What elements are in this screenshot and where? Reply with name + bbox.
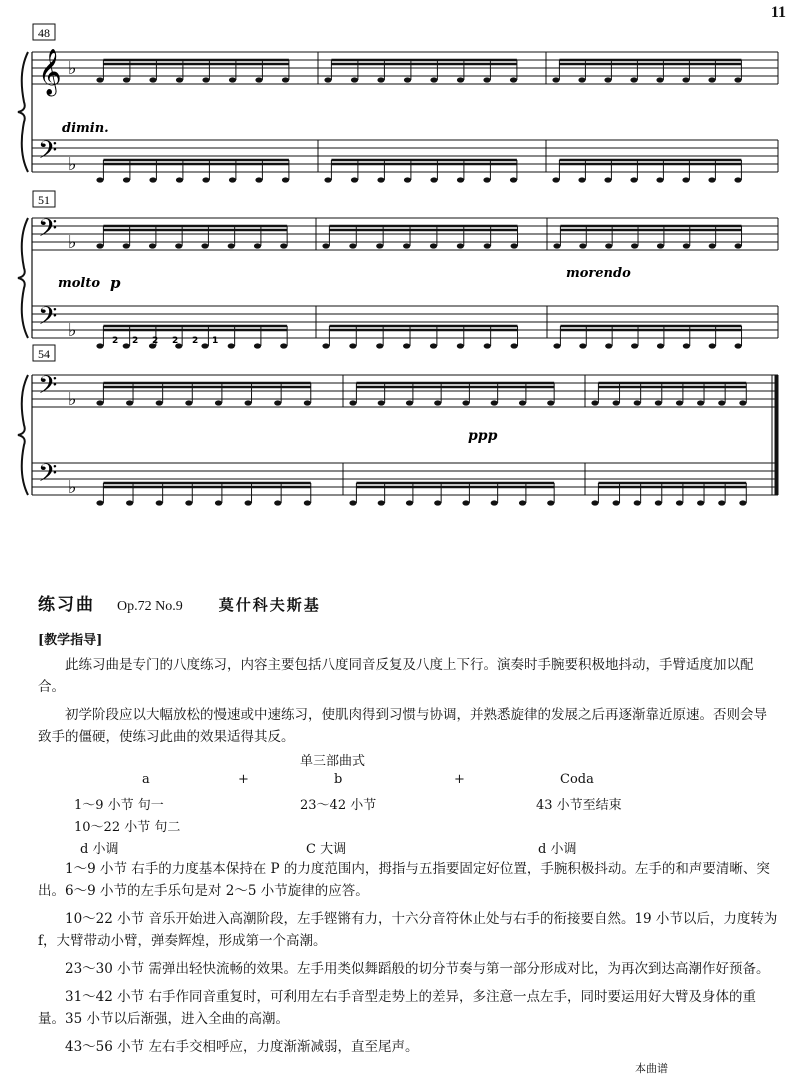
form-a-phrase-2: 10～22 小节 句二: [74, 820, 181, 835]
note-head: [457, 177, 464, 182]
key-signature-flat: ♭: [68, 389, 77, 410]
dynamic-dimin: dimin.: [62, 121, 109, 136]
form-plus: +: [454, 772, 465, 787]
note-head: [255, 177, 262, 182]
note-head: [126, 400, 133, 405]
note-head: [656, 177, 663, 182]
bass-clef: 𝄢: [38, 214, 58, 249]
note-head: [96, 77, 103, 82]
note-head: [734, 177, 741, 182]
svg-text:54: 54: [38, 347, 50, 361]
form-b-key: C 大调: [306, 842, 347, 857]
brace: [18, 52, 28, 172]
note-head: [491, 400, 498, 405]
brace: [18, 375, 28, 495]
note-head: [709, 243, 716, 248]
note-head: [510, 177, 517, 182]
form-a-key: d 小调: [80, 842, 119, 857]
note-head: [377, 77, 384, 82]
note-head: [430, 177, 437, 182]
note-head: [123, 177, 130, 182]
exercise-title: 练习曲: [38, 595, 95, 615]
note-head: [430, 243, 437, 248]
note-head: [697, 500, 704, 505]
form-coda-measures: 43 小节至结束: [536, 798, 622, 813]
note-head: [201, 243, 208, 248]
key-signature-flat: ♭: [68, 320, 77, 341]
fingering: 2: [132, 336, 139, 346]
note-head: [434, 400, 441, 405]
bass-clef: 𝄢: [38, 302, 58, 337]
note-head: [229, 77, 236, 82]
footer-note: 本曲谱: [635, 1062, 668, 1075]
note-head: [708, 77, 715, 82]
form-b-measures: 23～42 小节: [300, 798, 377, 813]
dynamic-morendo: morendo: [566, 266, 631, 281]
note-head: [457, 77, 464, 82]
note-head: [274, 500, 281, 505]
page-number: 11: [770, 4, 786, 21]
note-head: [149, 243, 156, 248]
teaching-guide: [38, 590, 778, 1058]
note-head: [176, 77, 183, 82]
note-head: [676, 500, 683, 505]
key-signature-flat: ♭: [68, 154, 77, 175]
note-head: [254, 243, 261, 248]
note-head: [634, 500, 641, 505]
note-head: [377, 177, 384, 182]
note-head: [126, 500, 133, 505]
note-head: [631, 343, 638, 348]
note-head: [156, 500, 163, 505]
note-head: [280, 343, 287, 348]
note-head: [376, 343, 383, 348]
note-head: [604, 77, 611, 82]
note-head: [553, 343, 560, 348]
note-head: [630, 177, 637, 182]
note-head: [553, 243, 560, 248]
note-head: [457, 243, 464, 248]
note-head: [304, 500, 311, 505]
note-head: [462, 400, 469, 405]
note-head: [202, 177, 209, 182]
note-head: [245, 400, 252, 405]
treble-clef: 𝄞: [38, 49, 62, 95]
fingering: 2: [172, 336, 179, 346]
form-coda-key: d 小调: [538, 842, 577, 857]
note-head: [605, 243, 612, 248]
note-head: [349, 400, 356, 405]
note-head: [457, 343, 464, 348]
note-head: [739, 400, 746, 405]
intro-paragraph: 此练习曲是专门的八度练习，内容主要包括八度同音反复及八度上下行。演奏时手腕要积极地抖动，手臂适度加以配合。: [38, 657, 754, 695]
key-signature-flat: ♭: [68, 232, 77, 253]
note-head: [406, 400, 413, 405]
note-head: [718, 400, 725, 405]
fingering: 2: [192, 336, 199, 346]
note-head: [484, 243, 491, 248]
measure-note: 10～22 小节 音乐开始进入高潮阶段，左手铿锵有力，十六分音符休止处与右手的衔接要自然。19 小节以后，力度转为 f，大臂带动小臂，弹奏辉煌，形成第一个高潮。: [38, 911, 778, 949]
note-head: [406, 500, 413, 505]
note-head: [202, 77, 209, 82]
brace: [18, 218, 28, 338]
note-head: [96, 400, 103, 405]
form-a-phrase-1: 1～9 小节 句一: [74, 798, 164, 813]
note-head: [484, 343, 491, 348]
form-section-b: b: [334, 772, 343, 787]
measure-note: 23～30 小节 需弹出轻快流畅的效果。左手用类似舞蹈般的切分节奏与第一部分形成对比，为再次到达高潮作好预备。: [65, 961, 770, 977]
note-head: [613, 400, 620, 405]
note-head: [254, 343, 261, 348]
note-head: [123, 343, 130, 348]
form-plus: +: [238, 772, 249, 787]
note-head: [510, 77, 517, 82]
note-head: [378, 400, 385, 405]
note-head: [349, 343, 356, 348]
note-head: [682, 77, 689, 82]
note-head: [245, 500, 252, 505]
note-head: [185, 500, 192, 505]
note-head: [96, 343, 103, 348]
note-head: [579, 343, 586, 348]
measure-note: 31～42 小节 右手作同音重复时，可利用左右手音型走势上的差异，多注意一点左手，同时要运用好大臂及身体的重量。35 小节以后渐强，进入全曲的高潮。: [38, 989, 756, 1027]
note-head: [96, 500, 103, 505]
note-head: [228, 243, 235, 248]
measure-note: 43～56 小节 左右手交相呼应，力度渐渐减弱，直至尾声。: [65, 1039, 419, 1055]
note-head: [634, 400, 641, 405]
note-head: [613, 500, 620, 505]
fingering: 2: [152, 336, 159, 346]
fingering: 2: [112, 336, 119, 346]
note-head: [462, 500, 469, 505]
note-head: [403, 343, 410, 348]
note-head: [255, 77, 262, 82]
note-head: [735, 343, 742, 348]
note-head: [734, 77, 741, 82]
note-head: [403, 243, 410, 248]
note-head: [201, 343, 208, 348]
svg-text:51: 51: [38, 193, 50, 207]
note-head: [96, 243, 103, 248]
note-head: [430, 343, 437, 348]
note-head: [324, 177, 331, 182]
note-head: [185, 400, 192, 405]
measure-note: 1～9 小节 右手的力度基本保持在 P 的力度范围内，拇指与五指要固定好位置，手腕积极抖动。左手的和声要清晰、突出。6～9 小节的左手乐句是对 2～5 小节旋律的应答。: [38, 861, 770, 899]
note-head: [605, 343, 612, 348]
note-head: [676, 400, 683, 405]
measure-number-48: [33, 24, 55, 40]
note-head: [215, 500, 222, 505]
key-signature-flat: ♭: [68, 477, 77, 498]
key-signature-flat: ♭: [68, 58, 77, 79]
exercise-title-row: [38, 590, 778, 615]
form-section-coda: Coda: [560, 772, 594, 787]
note-head: [324, 77, 331, 82]
note-head: [547, 400, 554, 405]
note-head: [519, 400, 526, 405]
note-head: [483, 177, 490, 182]
note-head: [430, 77, 437, 82]
note-head: [351, 177, 358, 182]
note-head: [322, 343, 329, 348]
note-head: [591, 400, 598, 405]
note-head: [739, 500, 746, 505]
dynamic-molto: molto: [58, 276, 101, 291]
note-head: [735, 243, 742, 248]
bass-clef: 𝄢: [38, 371, 58, 406]
note-head: [547, 500, 554, 505]
note-head: [351, 77, 358, 82]
note-head: [491, 500, 498, 505]
note-head: [578, 177, 585, 182]
note-head: [123, 77, 130, 82]
note-head: [708, 177, 715, 182]
bass-clef: 𝄢: [38, 136, 58, 171]
composer-name: 莫什科夫斯基: [218, 596, 321, 614]
note-head: [229, 177, 236, 182]
note-head: [511, 243, 518, 248]
note-head: [604, 177, 611, 182]
note-head: [483, 77, 490, 82]
note-head: [519, 500, 526, 505]
dynamic-ppp: ppp: [468, 428, 498, 444]
note-head: [655, 400, 662, 405]
section-label: [教学指导]: [38, 633, 103, 648]
note-head: [378, 500, 385, 505]
measure-number-51: [33, 191, 55, 207]
note-head: [434, 500, 441, 505]
form-section-a: a: [142, 772, 150, 787]
note-head: [657, 243, 664, 248]
note-head: [349, 500, 356, 505]
note-head: [683, 243, 690, 248]
note-head: [578, 77, 585, 82]
note-head: [280, 243, 287, 248]
note-head: [274, 400, 281, 405]
note-head: [709, 343, 716, 348]
opus-number: Op.72 No.9: [117, 599, 183, 614]
note-head: [579, 243, 586, 248]
note-head: [149, 77, 156, 82]
note-head: [215, 400, 222, 405]
note-head: [718, 500, 725, 505]
note-head: [552, 77, 559, 82]
note-head: [697, 400, 704, 405]
note-head: [175, 243, 182, 248]
form-structure: [38, 748, 778, 857]
svg-text:48: 48: [38, 26, 50, 40]
measure-number-54: [33, 345, 55, 361]
note-head: [96, 177, 103, 182]
note-head: [631, 243, 638, 248]
fingering: 1: [212, 336, 219, 346]
note-head: [511, 343, 518, 348]
note-head: [376, 243, 383, 248]
note-head: [657, 343, 664, 348]
dynamic-p: p: [110, 274, 121, 292]
note-head: [591, 500, 598, 505]
note-head: [282, 77, 289, 82]
note-head: [655, 500, 662, 505]
note-head: [304, 400, 311, 405]
note-head: [552, 177, 559, 182]
form-title: 单三部曲式: [300, 754, 366, 769]
note-head: [656, 77, 663, 82]
note-head: [630, 77, 637, 82]
note-head: [404, 177, 411, 182]
note-head: [683, 343, 690, 348]
intro-paragraph: 初学阶段应以大幅放松的慢速或中速练习，使肌肉得到习惯与协调，并熟悉旋律的发展之后再逐渐靠近原速。否则会导致手的僵硬，使练习此曲的效果适得其反。: [38, 707, 767, 745]
note-head: [176, 177, 183, 182]
note-head: [156, 400, 163, 405]
note-head: [349, 243, 356, 248]
note-head: [404, 77, 411, 82]
bass-clef: 𝄢: [38, 459, 58, 494]
note-head: [123, 243, 130, 248]
note-head: [228, 343, 235, 348]
note-head: [322, 243, 329, 248]
note-head: [282, 177, 289, 182]
note-head: [149, 177, 156, 182]
note-head: [682, 177, 689, 182]
